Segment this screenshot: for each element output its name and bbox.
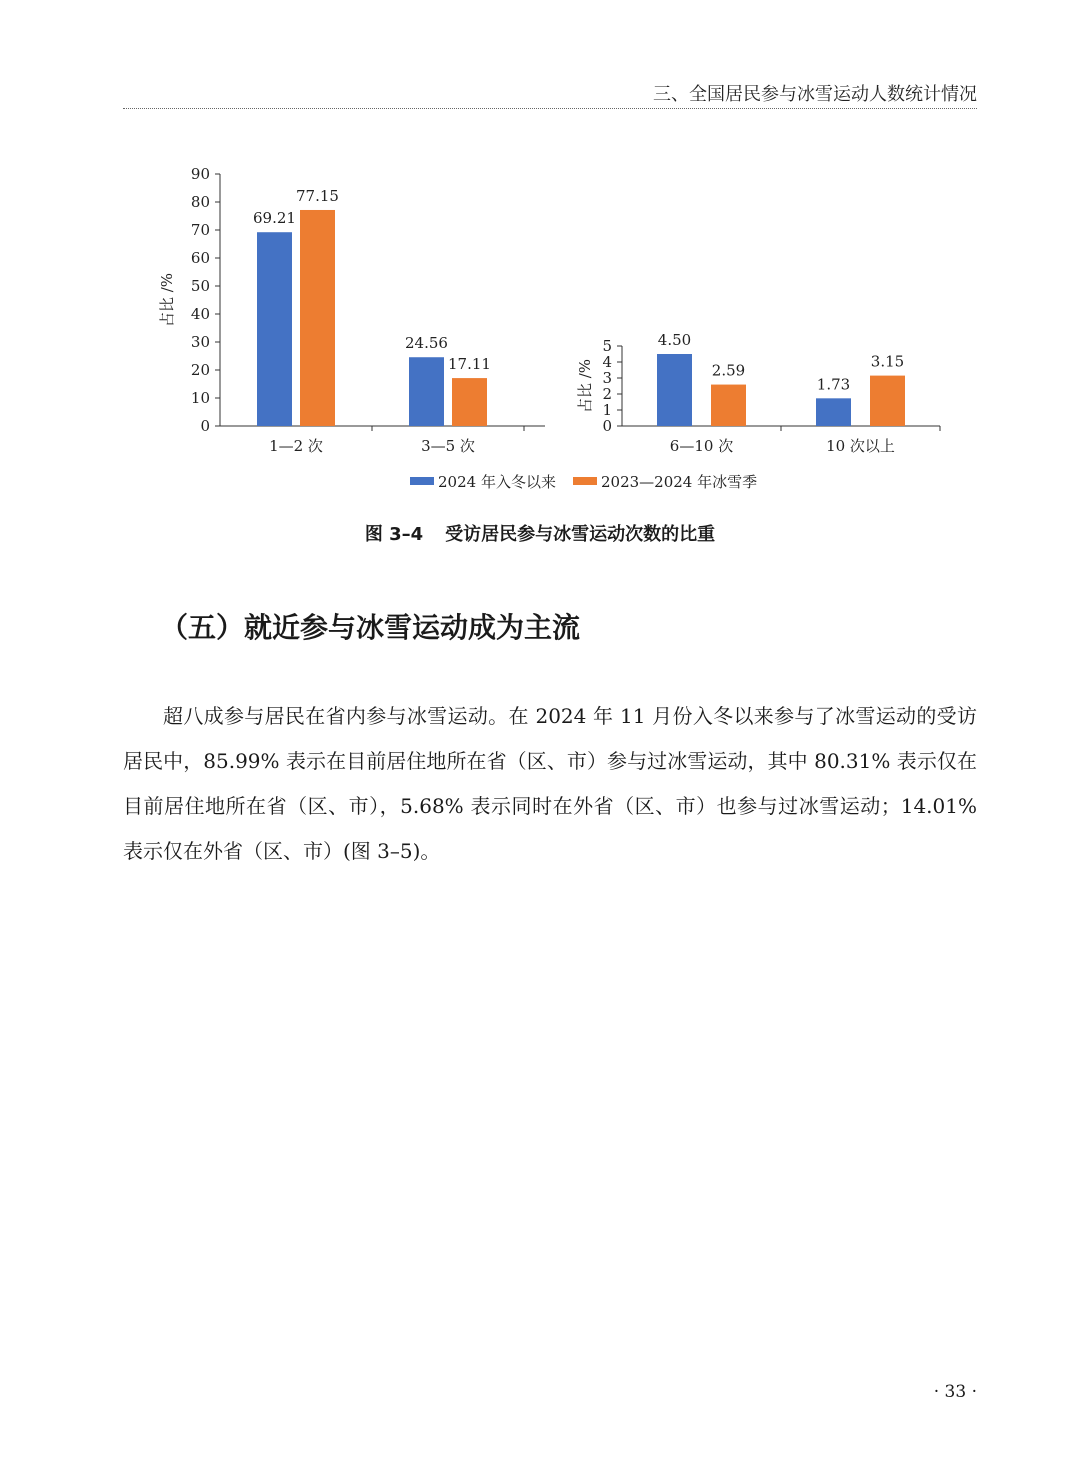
y-tick-label: 50 xyxy=(190,277,210,295)
y-tick-label: 3 xyxy=(602,369,612,387)
bar-1-1 xyxy=(257,232,292,426)
y-tick-label: 90 xyxy=(190,165,210,183)
data-label: 69.21 xyxy=(253,209,296,228)
data-label: 3.15 xyxy=(870,352,905,371)
data-label: 4.50 xyxy=(657,331,692,349)
x-tick-label: 3—5 次 xyxy=(421,437,475,455)
y-tick-label: 1 xyxy=(602,401,612,419)
y-tick-label: 4 xyxy=(602,353,612,371)
bar-2-2 xyxy=(870,376,905,426)
data-label: 77.15 xyxy=(296,186,339,205)
legend-swatch-2 xyxy=(573,477,597,485)
y-tick-label: 10 xyxy=(190,389,210,407)
figure-3-4-chart xyxy=(0,150,1080,510)
data-label: 2.59 xyxy=(711,361,746,380)
figure-title: 受访居民参与冰雪运动次数的比重 xyxy=(445,524,716,545)
y-tick-label: 80 xyxy=(190,193,210,211)
x-tick-label: 1—2 次 xyxy=(269,437,323,455)
figure-number: 图 3–4 xyxy=(364,524,424,545)
y-tick-label: 70 xyxy=(190,221,210,239)
data-label: 1.73 xyxy=(816,375,851,394)
y-axis-label: 占比 /% xyxy=(158,272,176,328)
y-tick-label: 30 xyxy=(190,333,210,351)
y-tick-label: 0 xyxy=(200,417,210,435)
data-label: 24.56 xyxy=(405,334,448,353)
page-number: · 33 · xyxy=(933,1382,977,1402)
legend-swatch-1 xyxy=(410,477,434,485)
y-tick-label: 5 xyxy=(602,337,612,355)
bar-2-1 xyxy=(300,210,335,426)
legend-label-2: 2023—2024 年冰雪季 xyxy=(601,473,758,491)
y-tick-label: 60 xyxy=(190,249,210,267)
section-heading: （五）就近参与冰雪运动成为主流 xyxy=(160,611,581,644)
x-tick-label: 6—10 次 xyxy=(669,437,734,455)
figure-caption xyxy=(0,520,1080,546)
body-paragraph: 超八成参与居民在省内参与冰雪运动。在 2024 年 11 月份入冬以来参与了冰雪运动的受访居民中，85.99% 表示在目前居住地所在省（区、市）参与过冰雪运动，其中 80.31% 表示仅在目前居住地所在省（区、市），5.68% 表示同时在外省（区、市）也参与过冰雪运动；14.01% 表示仅在外省（区、市）(图 3–5)。 xyxy=(123,704,977,863)
y-tick-label: 2 xyxy=(602,385,612,403)
y-tick-label: 40 xyxy=(190,305,210,323)
running-header-title: 三、全国居民参与冰雪运动人数统计情况 xyxy=(653,84,977,105)
x-tick-label: 10 次以上 xyxy=(826,437,895,455)
header-divider xyxy=(123,108,977,109)
y-tick-label: 20 xyxy=(190,361,210,379)
bar-2-1 xyxy=(711,385,746,426)
y-axis-label: 占比 /% xyxy=(576,358,594,414)
bar-1-2 xyxy=(409,357,444,426)
bar-2-2 xyxy=(452,378,487,426)
y-tick-label: 0 xyxy=(602,417,612,435)
data-label: 17.11 xyxy=(448,355,491,374)
bar-1-1 xyxy=(657,354,692,426)
bar-1-2 xyxy=(816,398,851,426)
legend-label-1: 2024 年入冬以来 xyxy=(438,473,556,491)
